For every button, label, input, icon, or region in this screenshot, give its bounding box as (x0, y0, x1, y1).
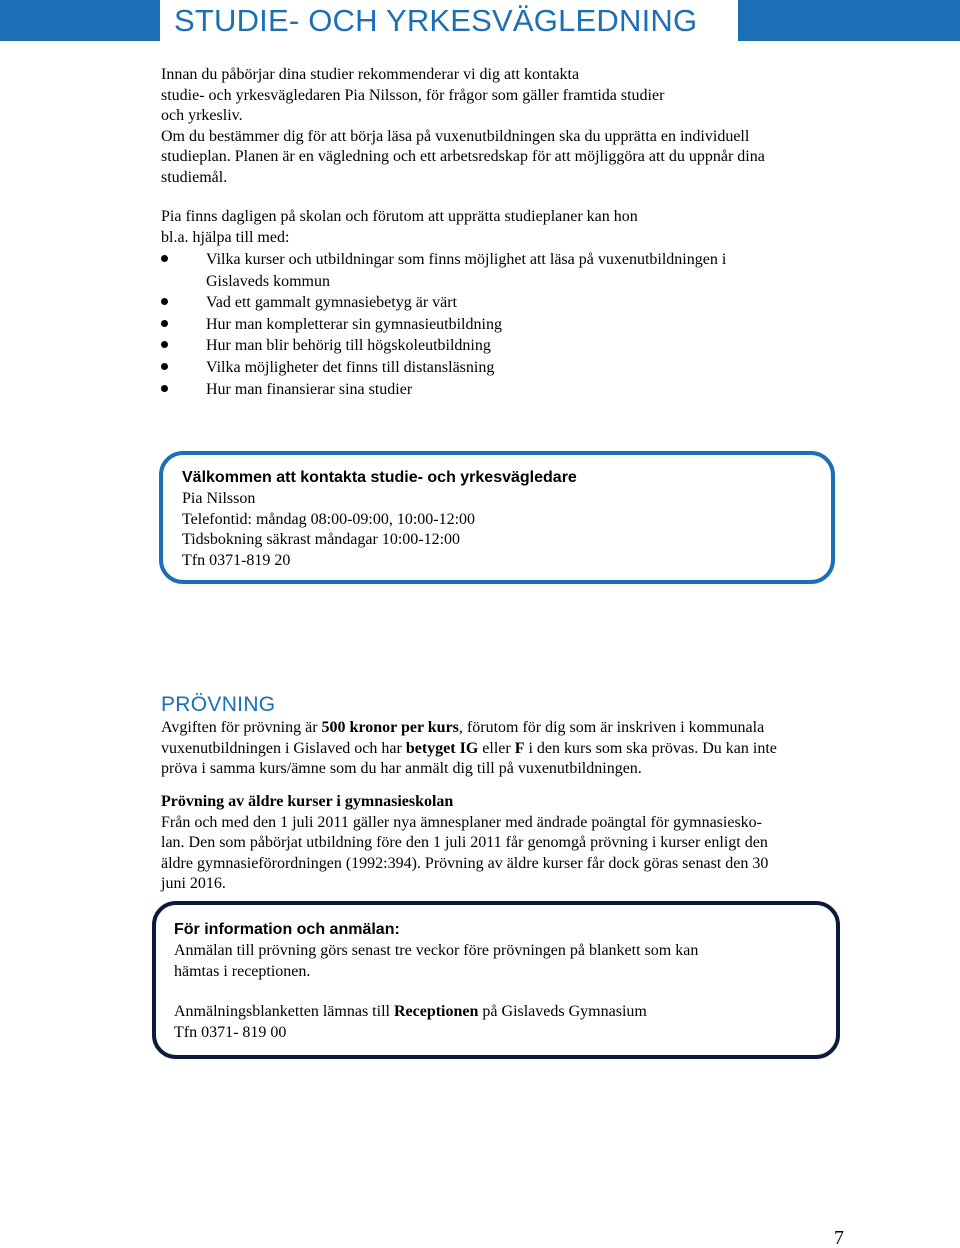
list-item (161, 314, 801, 336)
bold-text: betyget IG (405, 739, 479, 757)
list-item (161, 357, 801, 379)
pia-paragraph (161, 207, 781, 248)
contact-phone-hours: Telefontid: måndag 08:00-09:00, 10:00-12:00 (182, 510, 476, 528)
older-courses-paragraph (161, 792, 851, 895)
bullet-icon (161, 385, 168, 392)
text-line: Från och med den 1 juli 2011 gäller nya ämnesplaner med ändrade poängtal för gymnasiesko- (161, 813, 762, 831)
list-item-text: Gislaveds kommun (206, 272, 330, 290)
intro-paragraph (161, 65, 801, 189)
page-number: 7 (834, 1227, 844, 1248)
text-span: eller (478, 739, 515, 757)
text-line: Om du bestämmer dig för att börja läsa på vuxenutbildningen ska du upprätta en individuell (161, 127, 750, 145)
text-line: pröva i samma kurs/ämne som du har anmält dig till på vuxenutbildningen. (161, 760, 642, 778)
text-line: juni 2016. (161, 875, 226, 893)
bullet-icon (161, 341, 168, 348)
sub-heading (161, 792, 851, 813)
text-line: studiemål. (161, 168, 228, 186)
bullet-icon (161, 320, 168, 327)
text-line: lan. Den som påbörjat utbildning före den 1 juli 2011 får genomgå prövning i kurser enligt den (161, 834, 768, 852)
contact-booking: Tidsbokning säkrast måndagar 10:00-12:00 (182, 531, 461, 549)
text-line (174, 1002, 698, 1023)
text-span: , förutom för dig som är inskriven i kommunala (458, 719, 765, 736)
bold-text: 500 kronor per kurs (321, 719, 459, 736)
page-title: STUDIE- OCH YRKESVÄGLEDNING (174, 3, 698, 38)
list-item (161, 292, 801, 314)
list-item (161, 379, 801, 401)
bullet-icon (161, 298, 168, 305)
list-item (161, 249, 801, 292)
text-line: Innan du påbörjar dina studier rekommenderar vi dig att kontakta (161, 66, 580, 83)
bold-text: Receptionen (393, 1003, 479, 1021)
info-phone: Tfn 0371- 819 00 (174, 1023, 287, 1041)
text-line: Anmälan till prövning görs senast tre veckor före prövningen på blankett som kan (174, 942, 699, 959)
text-span: vuxenutbildningen i Gislaved och har (161, 739, 406, 757)
text-line: Pia finns dagligen på skolan och förutom att upprätta studieplaner kan hon (161, 208, 638, 225)
text-span: Anmälningsblanketten lämnas till (174, 1003, 394, 1021)
text-line: hämtas i receptionen. (174, 962, 311, 980)
text-line (161, 718, 851, 739)
help-list (161, 249, 801, 400)
info-box-title: För information och anmälan: (174, 921, 400, 938)
bullet-icon (161, 363, 168, 370)
contact-box-title: Välkommen att kontakta studie- och yrkesvägledare (182, 469, 577, 486)
contact-name: Pia Nilsson (182, 490, 256, 507)
header-bar-left (0, 0, 160, 41)
sub-heading-text: Prövning av äldre kurser i gymnasieskolan (161, 793, 454, 810)
contact-phone: Tfn 0371-819 20 (182, 551, 291, 569)
text-line: äldre gymnasieförordningen (1992:394). Prövning av äldre kurser får dock göras senast den 30 (161, 854, 769, 872)
list-item-text: Vad ett gammalt gymnasiebetyg är värt (206, 294, 458, 312)
info-box (152, 901, 840, 1059)
list-item-text: Vilka möjligheter det finns till distansläsning (206, 358, 495, 376)
text-span: på Gislaveds Gymnasium (478, 1003, 647, 1021)
list-item-text: Hur man kompletterar sin gymnasieutbildning (206, 315, 502, 333)
list-item-text: Vilka kurser och utbildningar som finns möjlighet att läsa på vuxenutbildningen i (206, 251, 727, 268)
bold-text: F (514, 739, 525, 757)
section-heading-provning: PRÖVNING (161, 693, 276, 716)
bullet-icon (161, 255, 168, 262)
text-line: studie- och yrkesvägledaren Pia Nilsson, för frågor som gäller framtida studier (161, 86, 665, 104)
list-item (161, 335, 801, 357)
text-line: bl.a. hjälpa till med: (161, 228, 290, 246)
header-bar-right (738, 0, 960, 41)
list-item-text: Hur man finansierar sina studier (206, 380, 413, 398)
list-item-text: Hur man blir behörig till högskoleutbildning (206, 337, 491, 355)
contact-box (159, 451, 835, 584)
text-span: Avgiften för prövning är (161, 719, 322, 736)
text-span: i den kurs som ska prövas. Du kan inte (524, 739, 777, 757)
provning-paragraph (161, 718, 851, 780)
text-line: studieplan. Planen är en vägledning och ett arbetsredskap för att möjliggöra att du uppnår dina (161, 148, 765, 166)
text-line (161, 739, 851, 760)
text-line: och yrkesliv. (161, 107, 243, 125)
